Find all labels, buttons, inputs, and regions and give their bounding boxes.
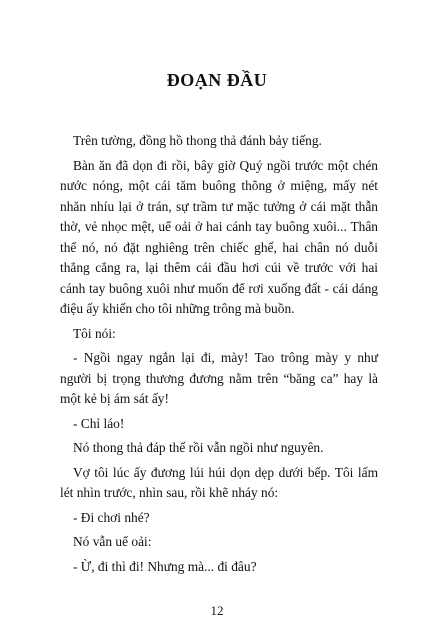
paragraph: - Chỉ láo! bbox=[73, 415, 125, 431]
paragraph: - Ngồi ngay ngắn lại đi, mày! Tao trông mày y như người bị trọng thương đương nằm trên “băng ca” hay là một kẻ bị ám sát ấy! bbox=[60, 350, 378, 406]
paragraph: - Ừ, đi thì đi! Nhưng mà... đi đâu? bbox=[73, 558, 257, 574]
paragraph: - Đi chơi nhé? bbox=[73, 509, 150, 525]
chapter-title: ĐOẠN ĐẦU bbox=[166, 70, 268, 90]
paragraph: Nó vẫn uể oải: bbox=[73, 534, 152, 549]
body-text bbox=[60, 131, 378, 581]
paragraph: Vợ tôi lúc ấy đương lúi húi dọn dẹp dưới bếp. Tôi lấm lét nhìn trước, nhìn sau, rồi khẽ nháy nó: bbox=[60, 464, 378, 500]
paragraph: Nó thong thả đáp thế rồi vẫn ngồi như nguyên. bbox=[73, 440, 324, 455]
paragraph: Bàn ăn đã dọn đi rồi, bây giờ Quý ngồi trước một chén nước nóng, một cái tăm buông thõng ở miệng, mấy nét nhăn nhíu lại ở trán, sự trầm tư mặc tưởng ở cái mặt thẫn thờ, vẻ nhọc mệt, uể oải ở hai cánh tay buông xuôi... Thân thể nó, nó đặt nghiêng trên chiếc ghế, hai chân nó duỗi thẳng cẳng ra, lại thêm cái đầu hơi cúi về trước với hai cánh tay buông xuôi như muốn để rơi xuống đất - cái dáng điệu ấy khiến cho tôi những trông mà buồn. bbox=[60, 157, 378, 316]
page-number: 12 bbox=[210, 603, 224, 618]
paragraph: Trên tường, đồng hồ thong thả đánh bảy tiếng. bbox=[73, 133, 322, 148]
paragraph: Tôi nói: bbox=[73, 325, 116, 341]
